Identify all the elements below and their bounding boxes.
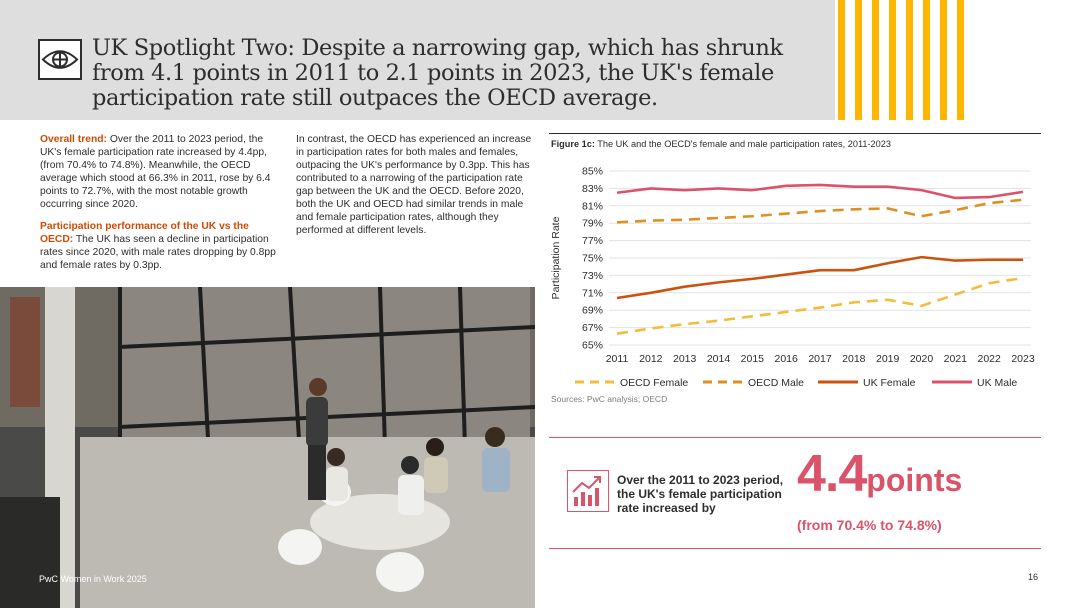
- page-title: UK Spotlight Two: Despite a narrowing gap, which has shrunk from 4.1 points in 2011 to 2.1 points in 2023, the UK's female participation rate still outpaces the OECD average.: [92, 35, 783, 111]
- figure-caption-text: The UK and the OECD's female and male participation rates, 2011-2023: [594, 139, 891, 149]
- y-tick-label: 67%: [581, 322, 603, 335]
- overall-trend-paragraph: [40, 133, 280, 211]
- stat-divider-bottom: [549, 548, 1041, 549]
- text-column-left: [40, 133, 280, 281]
- page-number: 16: [1028, 572, 1039, 582]
- overall-trend-body: Over the 2011 to 2023 period, the UK's female participation rate increased by 4.4pp, (from 70.4% to 74.8%). Meanwhile, the OECD average which stood at 66.3% in 2011, rose by 6.4 points to 72.7%, with the most notable growth occurring since 2020.: [40, 134, 271, 210]
- y-tick-label: 65%: [581, 339, 603, 352]
- text-column-right: [296, 133, 532, 246]
- x-tick-label: 2013: [672, 353, 697, 365]
- stat-subtext: (from 70.4% to 74.8%): [797, 517, 942, 533]
- y-tick-label: 71%: [581, 287, 603, 300]
- stat-number: 4.4: [797, 445, 867, 503]
- header-band: [0, 0, 835, 120]
- y-axis-label: Participation Rate: [550, 216, 562, 300]
- legend-label: UK Male: [977, 377, 1018, 389]
- y-tick-label: 77%: [581, 235, 603, 248]
- x-tick-label: 2021: [943, 353, 968, 365]
- growth-chart-icon: [567, 470, 609, 512]
- y-tick-label: 73%: [581, 269, 603, 282]
- x-tick-label: 2018: [842, 353, 866, 365]
- figure-label: Figure 1c:: [551, 139, 595, 149]
- y-tick-label: 79%: [581, 217, 603, 230]
- overall-trend-heading: Overall trend:: [40, 134, 107, 145]
- y-tick-label: 75%: [581, 252, 603, 265]
- series-line-uk-male: [617, 185, 1023, 198]
- sources-note: Sources: PwC analysis; OECD: [551, 394, 668, 404]
- x-tick-label: 2015: [740, 353, 765, 365]
- x-tick-label: 2016: [774, 353, 798, 365]
- y-tick-label: 69%: [581, 304, 603, 317]
- x-tick-label: 2019: [875, 353, 900, 365]
- legend-label: UK Female: [863, 377, 916, 389]
- stat-unit: points: [866, 462, 963, 498]
- performance-paragraph: [40, 220, 280, 272]
- footer-publication-label: PwC Women in Work 2025: [39, 574, 147, 584]
- y-tick-label: 83%: [581, 182, 603, 195]
- performance-heading: Participation performance of the UK vs the OECD:: [40, 221, 249, 245]
- x-tick-label: 2011: [605, 353, 629, 365]
- stat-description: Over the 2011 to 2023 period, the UK's female participation rate increased by: [617, 473, 784, 515]
- legend-label: OECD Female: [620, 377, 689, 389]
- office-meeting-photo: [0, 287, 535, 608]
- figure-caption: [551, 139, 891, 149]
- decorative-stripes: [838, 0, 968, 120]
- series-line-oecd-female: [617, 278, 1023, 334]
- y-tick-label: 85%: [581, 165, 603, 178]
- x-tick-label: 2022: [977, 353, 1001, 365]
- contrast-paragraph: In contrast, the OECD has experienced an increase in participation rates for both males and females, outpacing the UK's performance by 0.3pp. This has contributed to a narrowing of the participation rate gap between the UK and the OECD. Before 2020, both the UK and OECD had similar trends in male and female participation rates, although they performed at different levels.: [296, 134, 532, 236]
- x-tick-label: 2012: [639, 353, 663, 365]
- y-tick-label: 81%: [581, 200, 603, 213]
- x-tick-label: 2023: [1011, 353, 1035, 365]
- performance-body: The UK has seen a decline in participation rates since 2020, with male rates dropping by 0.8pp and female rates by 0.3pp.: [40, 234, 276, 271]
- x-tick-label: 2020: [909, 353, 934, 365]
- legend-label: OECD Male: [748, 377, 805, 389]
- stat-value: [797, 444, 962, 504]
- stat-divider-top: [549, 437, 1041, 438]
- x-tick-label: 2017: [808, 353, 832, 365]
- eye-icon: [38, 39, 82, 80]
- x-tick-label: 2014: [706, 353, 731, 365]
- top-divider: [549, 133, 1041, 134]
- participation-rate-line-chart: [545, 158, 1045, 398]
